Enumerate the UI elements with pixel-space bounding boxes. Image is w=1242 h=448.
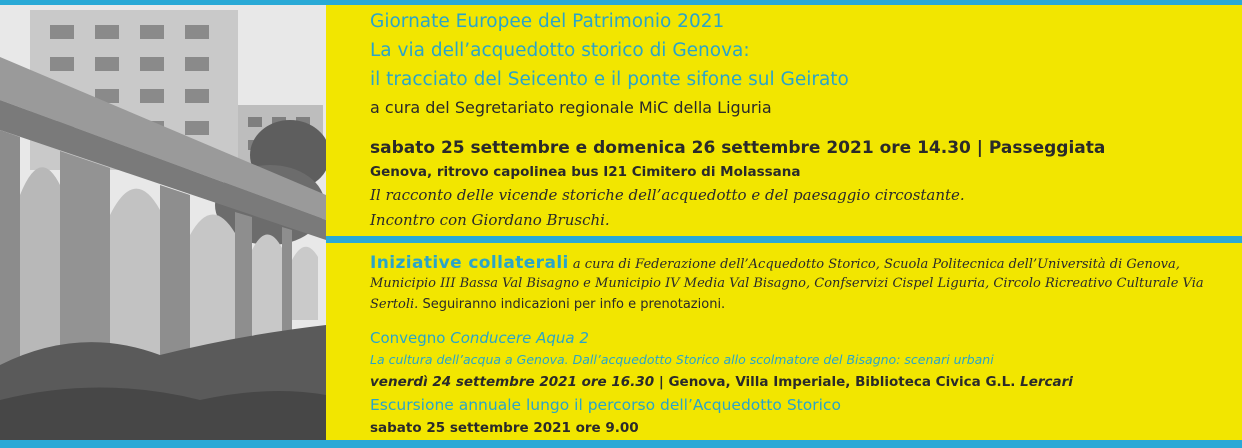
collateral-organizers: a cura di Federazione dell’Acquedotto Storico, Scuola Politecnica dell’Università di Genova, xyxy=(572,257,1180,272)
event-title: Giornate Europee del Patrimonio 2021 xyxy=(370,11,725,32)
event-subtitle-line1: La via dell’acquedotto storico di Genova: xyxy=(370,40,750,61)
info-panel xyxy=(326,0,1242,448)
bottom-accent-bar-left xyxy=(0,440,326,448)
collateral-line1 xyxy=(370,253,1180,273)
event-date-line: sabato 25 settembre e domenica 26 settembre 2021 ore 14.30 | Passeggiata xyxy=(370,138,1106,158)
convegno-subtitle: La cultura dell’acqua a Genova. Dall’acquedotto Storico allo scolmatore del Bisagno: scenari urbani xyxy=(370,352,994,367)
convegno-label: Convegno xyxy=(370,329,451,347)
divider-accent-bar xyxy=(326,236,1242,243)
convegno-title xyxy=(370,329,589,347)
collateral-line2: Municipio III Bassa Val Bisagno e Municipio IV Media Val Bisagno, Confservizi Cispel Liguria, Circolo Ricreativo Culturale Via xyxy=(370,276,1204,291)
event-description-line2: Incontro con Giordano Bruschi. xyxy=(370,211,610,229)
collateral-info: Seguiranno indicazioni per info e prenotazioni. xyxy=(418,297,726,312)
excursion-date: sabato 25 settembre 2021 ore 9.00 xyxy=(370,420,639,436)
collateral-line3 xyxy=(370,297,725,312)
event-subtitle-line2: il tracciato del Seicento e il ponte sifone sul Geirato xyxy=(370,69,849,90)
convegno-lercari: Lercari xyxy=(1020,374,1073,390)
collateral-heading: Iniziative collaterali xyxy=(370,253,569,273)
curator-line: a cura del Segretariato regionale MiC della Liguria xyxy=(370,98,772,117)
collateral-sertoli: Sertoli. xyxy=(370,297,419,312)
aqueduct-photo xyxy=(0,5,326,440)
bottom-accent-bar xyxy=(326,440,1242,448)
top-accent-bar xyxy=(326,0,1242,5)
meeting-point: Genova, ritrovo capolinea bus I21 Cimitero di Molassana xyxy=(370,164,801,180)
convegno-date: venerdì 24 settembre 2021 ore 16.30 xyxy=(370,374,655,390)
convegno-venue: | Genova, Villa Imperiale, Biblioteca Civica G.L. xyxy=(654,374,1021,390)
excursion-title: Escursione annuale lungo il percorso dell’Acquedotto Storico xyxy=(370,396,841,414)
event-description-line1: Il racconto delle vicende storiche dell’acquedotto e del paesaggio circostante. xyxy=(370,186,965,204)
convegno-date-line xyxy=(370,374,1073,390)
convegno-name: Conducere Aqua 2 xyxy=(450,329,589,347)
